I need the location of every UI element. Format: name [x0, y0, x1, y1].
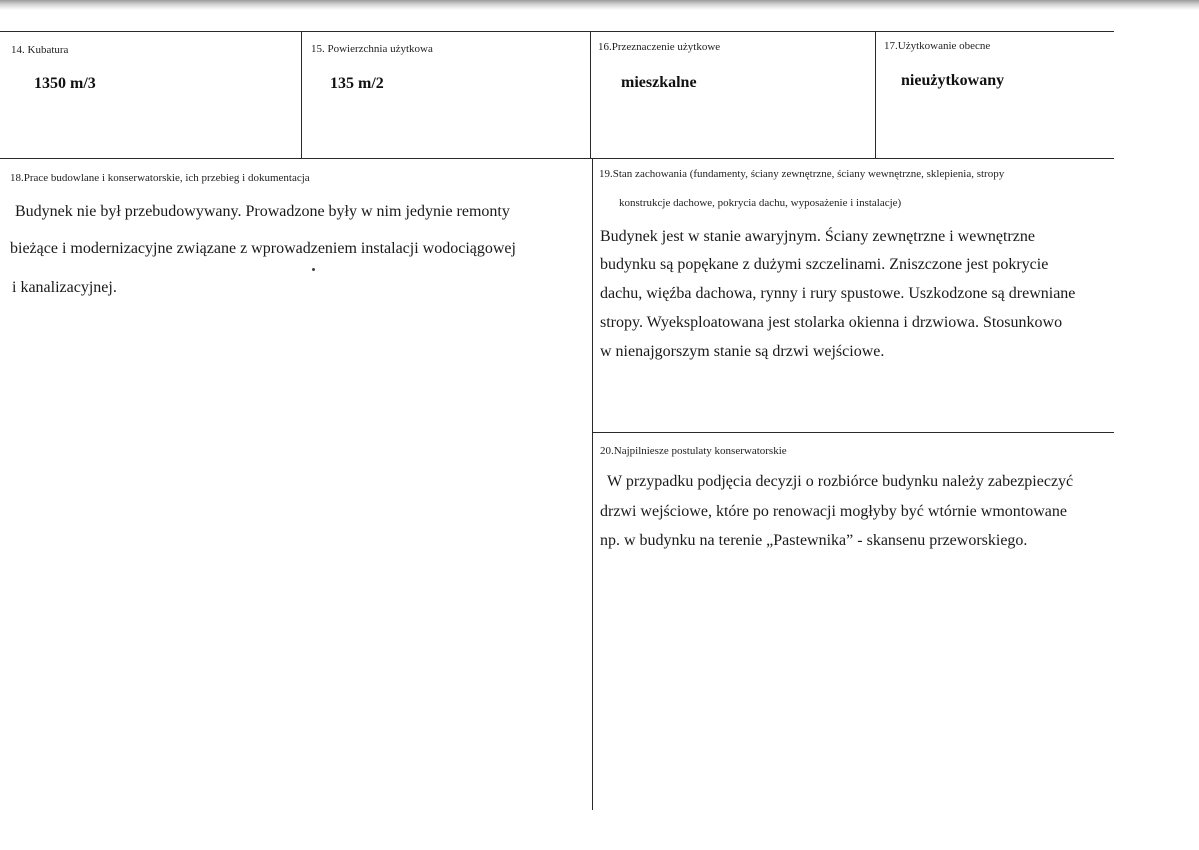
field-prace-label: 18.Prace budowlane i konserwatorskie, ich przebieg i dokumentacja — [10, 172, 310, 184]
col-divider-main — [592, 158, 593, 810]
prace-line: bieżące i modernizacyjne związane z wprowadzeniem instalacji wodociągowej — [10, 240, 516, 257]
field-przeznaczenie-value: mieszkalne — [621, 74, 697, 91]
stan-line: dachu, więźba dachowa, rynny i rury spustowe. Uszkodzone są drewniane — [600, 285, 1076, 302]
stan-line: w nienajgorszym stanie są drzwi wejściowe. — [600, 343, 885, 360]
scan-edge-shadow — [0, 0, 1199, 10]
field-przeznaczenie-label: 16.Przeznaczenie użytkowe — [598, 41, 721, 53]
postulaty-line: W przypadku podjęcia decyzji o rozbiórce budynku należy zabezpieczyć — [607, 473, 1074, 490]
postulaty-line: np. w budynku na terenie „Pastewnika” - skansenu przeworskiego. — [600, 532, 1028, 549]
prace-line: Budynek nie był przebudowywany. Prowadzone były w nim jedynie remonty — [15, 203, 510, 220]
field-uzytkowanie-label: 17.Użytkowanie obecne — [884, 40, 991, 52]
field-uzytkowanie-value: nieużytkowany — [901, 72, 1005, 89]
field-powierzchnia-value: 135 m/2 — [330, 75, 384, 92]
row-divider — [0, 158, 1114, 159]
stan-line: budynku są popękane z dużymi szczelinami. Zniszczone jest pokrycie — [600, 256, 1049, 273]
stan-line: Budynek jest w stanie awaryjnym. Ściany zewnętrzne i wewnętrzne — [600, 228, 1035, 245]
postulaty-line: drzwi wejściowe, które po renowacji mogłyby być wtórnie wmontowane — [600, 503, 1067, 520]
field-powierzchnia-label: 15. Powierzchnia użytkowa — [311, 43, 433, 55]
field-stan-label: 19.Stan zachowania (fundamenty, ściany zewnętrzne, ściany wewnętrzne, sklepienia, stropy — [599, 168, 1005, 180]
col-divider-16-17 — [875, 31, 876, 159]
field-stan-label-cont: konstrukcje dachowe, pokrycia dachu, wyposażenie i instalacje) — [619, 197, 902, 209]
field-kubatura-value: 1350 m/3 — [34, 75, 96, 92]
scan-speck — [312, 268, 315, 271]
stan-line: stropy. Wyeksploatowana jest stolarka okienna i drzwiowa. Stosunkowo — [600, 314, 1063, 331]
field-postulaty-label: 20.Najpilniesze postulaty konserwatorskie — [600, 445, 787, 457]
table-top-border — [0, 31, 1114, 32]
col-divider-14-15 — [301, 31, 302, 159]
col-divider-15-16 — [590, 31, 591, 159]
field-kubatura-label: 14. Kubatura — [11, 44, 69, 56]
cell-divider-19-20 — [592, 432, 1114, 433]
prace-line: i kanalizacyjnej. — [12, 279, 117, 296]
